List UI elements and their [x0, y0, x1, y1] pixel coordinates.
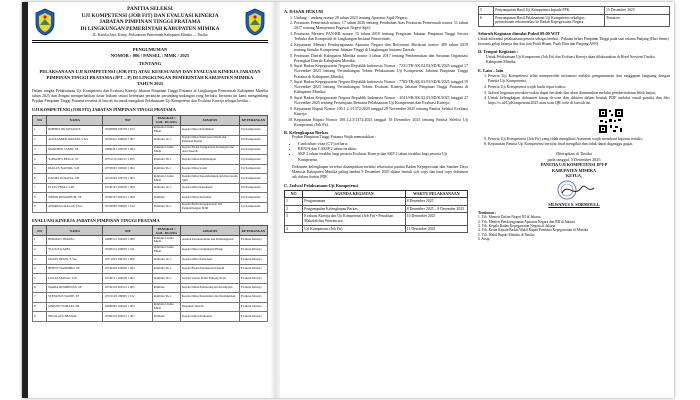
- other-item: 3. Jadwal kegiatan sewaktu-waktu dapat berubah dan akan diumumkan melalui pemberitahuan lebih lanjut;: [488, 90, 670, 95]
- letterhead-line-3: JABATAN PIMPINAN TINGGI PRATAMA: [99, 19, 201, 26]
- evaluation-cell: 8: [33, 302, 47, 312]
- regency-emblem-icon: [34, 8, 56, 36]
- evaluation-cell: Kepala Dinas Perumahan dan Permukiman: [181, 293, 240, 302]
- job-fit-cell: SIMON RUMAINUM, SE: [47, 193, 103, 202]
- schedule-cell: 8 Desember 2025 – 9 Desember 2025: [405, 205, 467, 213]
- table-row: [33, 193, 268, 202]
- legal-basis-item: 6. Surat Badan Kepegawaian Negara Republik Indonesia Nomor : 7231/TR-AK.02.03/SD/K/2025 tanggal 17 November 2025 tentang Pertimbangan Teknis Pelaksanaan Uji Kompetensi Jabatan Pimpinan Tinggi Pratama di Kabupaten Mimika;: [294, 63, 468, 78]
- evaluation-cell: LUKAS MAYAU, S.IP: [47, 274, 103, 283]
- job-fit-cell: 9: [33, 202, 47, 212]
- schedule-cell: 1: [285, 197, 303, 205]
- schedule-cell: Tentative: [605, 14, 670, 26]
- table-body: [479, 7, 670, 27]
- job-fit-cell: Pembina Tk. I: [152, 164, 180, 173]
- evaluation-cell: Evaluasi Kinerja: [239, 236, 267, 246]
- job-fit-cell: Pembina Tk. I: [152, 183, 180, 192]
- job-fit-cell: ANDREAS MAGAI, S.Sos: [47, 202, 103, 212]
- cc-item: 3. Yth. Kepala Badan Kepegawaian Negara di Jakarta: [478, 224, 556, 229]
- legal-basis-item: 4. Keputusan Menteri Pendayagunaan Aparatur Negara dan Reformasi Birokrasi nomor 409 tahun 2019 tentang Standar Kompetensi Jabatan Tinggi di Lingkungan Instansi Daerah;: [294, 42, 468, 52]
- signature-stamp-icon: [552, 179, 596, 201]
- schedule-cell: Pengumpulan Kelengkapan Berkas: [303, 205, 405, 213]
- job-fit-cell: ROBERT OKTAVIANUS: [47, 125, 103, 135]
- job-fit-header-cell: PANGKAT / GOL. RUANG: [152, 115, 180, 125]
- table-row: [33, 245, 268, 255]
- venue-text: Untuk Pelaksanaan Uji Kompetensi (Job Fit) dan Evaluasi Kinerja akan dilaksanakan di Hotel Serviem Timika Kabupaten Mimika.: [486, 54, 655, 64]
- job-fit-cell: 5: [33, 164, 47, 173]
- table-header-row: [285, 191, 468, 198]
- evaluation-header-cell: NAMA: [47, 226, 103, 236]
- evaluation-cell: Kepala Satuan Polisi Pamong Praja: [181, 274, 240, 283]
- requirement-item: • Curriculum vitae (CV) terbaru;: [298, 141, 468, 146]
- schedule-cell: 15 Desember 2025: [605, 7, 670, 15]
- cc-item: 2. Yth. Menteri Pendayagunaan Aparatur Negara dan RB di Jakarta: [478, 219, 575, 224]
- evaluation-cell: 19740721 200003 1 002: [103, 274, 152, 283]
- evaluation-cell: 19711203 199703 1 006: [103, 255, 152, 264]
- evaluation-cell: 19730409 199903 1 004: [103, 265, 152, 274]
- job-fit-header-cell: JABATAN: [181, 115, 240, 125]
- evaluation-cell: 19690905 199503 1 003: [103, 302, 152, 312]
- table-body: [33, 236, 268, 322]
- job-fit-cell: 19700808 199703 1 012: [103, 125, 152, 135]
- job-fit-cell: 19760707 200312 1 009: [103, 193, 152, 202]
- legal-basis-item: 7. Surat Badan Kepegawaian Negara Republik Indonesia Nomor : 7783/TR-AK.02.03/SD/K/2025 tanggal 19 November 2025 tentang Pertimbangan Teknis Evaluasi Kinerja Jabatan Pimpinan Tinggi Pratama di Kabupaten Mimika;: [294, 79, 468, 94]
- schedule-cell: 8 Desember 2025: [405, 197, 467, 205]
- evaluation-header-cell: PANGKAT / GOL. RUANG: [152, 226, 180, 236]
- schedule-cell: 6: [479, 14, 494, 26]
- job-fit-cell: 19720415 199803 1 007: [103, 135, 152, 145]
- table-body: [33, 125, 268, 212]
- requirements-list: [284, 141, 468, 161]
- table-row: [33, 125, 268, 135]
- schedule-header-cell: AGENDA KEGIATAN: [303, 191, 405, 198]
- announcement-subject: PELAKSANAAN UJI KOMPETENSI (JOB FIT) ATAU KESESUAIAN DAN EVALUASI KINERJA JABATAN PIMPINAN TINGGI PRATAMA (JPT – P) DI LINGKUNGAN PEMERINTAH KABUPATEN MIMIKA: [39, 68, 261, 80]
- job-fit-cell: Kepala Badan Pengelolaan Keuangan dan Aset Daerah: [181, 145, 240, 155]
- job-fit-cell: Kepala Dinas Kependudukan dan Pencatatan Sipil: [182, 173, 238, 182]
- job-fit-cell: Uji Kompetensi: [239, 183, 267, 192]
- legal-basis-item: 5. Peraturan Daerah Kabupaten Mimika nomor 4 tahun 2017 tentang Pembentukan dan Susunan Organisasi Perangkat Daerah Kabupaten Mimika;: [294, 53, 468, 63]
- schedule-cell: 5: [479, 7, 494, 15]
- section-1-title: UJI KOMPETENSI (JOB FIT) JABATAN PIMPINAN TINGGI PRATAMA: [32, 107, 176, 113]
- legal-basis-item: 8. Surat Badan Kepegawaian Negara Republik Indonesia Nomor : 2041/SR/AK.02.03/SD/K/2025 tanggal 27 November 2025 tentang Persetujuan Rencana Pelaksanaan Uji Kompetensi dan Evaluasi Kinerja;: [294, 95, 468, 105]
- job-fit-cell: Uji Kompetensi: [239, 174, 267, 184]
- table-row: [479, 7, 670, 15]
- evaluation-cell: MARIA RUMBEWAS, SE: [47, 283, 103, 292]
- job-fit-cell: 7: [33, 183, 47, 192]
- job-fit-cell: 19710918 199703 1 005: [103, 174, 152, 184]
- requirements-title: B. Kelengkapan Berkas: [284, 129, 329, 135]
- job-fit-cell: Uji Kompetensi: [239, 164, 267, 173]
- evaluation-cell: Kepala Dinas Pariwisata: [181, 255, 240, 264]
- evaluation-cell: 9: [33, 312, 47, 321]
- evaluation-cell: Evaluasi Kinerja: [239, 283, 267, 292]
- signature-name: SILWANUS S. SORMOULL: [548, 202, 600, 208]
- table-row: [33, 312, 268, 321]
- cc-block: [478, 211, 670, 242]
- schedule-cell: Pengumuman: [303, 197, 405, 205]
- qr-code-icon: [598, 108, 624, 134]
- table-row: [33, 135, 268, 145]
- evaluation-cell: Kepala Dinas Perikanan: [181, 312, 240, 321]
- schedule-header-cell: NO: [285, 191, 303, 198]
- table-row: [479, 14, 670, 26]
- evaluation-cell: Evaluasi Kinerja: [239, 255, 267, 264]
- job-fit-cell: Uji Kompetensi: [239, 125, 267, 135]
- job-fit-cell: MARTHEN TANDI, SE: [47, 145, 103, 155]
- signature-org-2: KABUPATEN MIMIKA: [551, 167, 597, 173]
- letterhead-line-4: DI LINGKUNGAN PEMERINTAH KABUPATEN MIMIKA: [80, 25, 220, 32]
- table-row: [33, 302, 268, 312]
- regency-emblem-icon: [244, 8, 266, 36]
- evaluation-cell: Pembina: [152, 283, 180, 292]
- evaluation-cell: HERMAN TIMANG: [47, 236, 103, 246]
- announcement-number: NOMOR : 006 / PANSEL / MMK / 2025: [110, 52, 190, 58]
- evaluation-cell: Pembina: [152, 312, 180, 321]
- table-row: [33, 202, 268, 212]
- evaluation-cell: Evaluasi Kinerja: [239, 265, 267, 274]
- legal-basis-list: [284, 15, 468, 127]
- table-row: [33, 293, 268, 302]
- table-row: [285, 225, 468, 233]
- evaluation-cell: YULIUS KAREL: [47, 245, 103, 255]
- job-fit-cell: 19720830 199803 1 010: [103, 202, 152, 212]
- evaluation-cell: 2: [33, 245, 47, 255]
- evaluation-header-cell: KETERANGAN: [239, 226, 267, 236]
- schedule-table-continued: [478, 6, 670, 27]
- job-fit-cell: Pembina Utama Muda: [152, 174, 180, 184]
- evaluation-cell: 6: [33, 283, 47, 292]
- table-row: [33, 265, 268, 274]
- legal-basis-item: 10. Keputusan Bupati Nomor 100.1.2.3/1372/2025 tanggal 10 Desember 2025 tentang Panitia Seleksi Uji Kompetensi (Job Fit).: [294, 117, 468, 127]
- letterhead-rule: [32, 40, 268, 43]
- evaluation-cell: Evaluasi Kinerja: [239, 312, 267, 321]
- job-fit-cell: 4: [33, 155, 47, 164]
- job-fit-cell: Pembina Tk. I: [152, 202, 180, 212]
- job-fit-cell: ELIAS TEBAI, S.Pd: [47, 183, 103, 192]
- evaluation-cell: 1: [33, 236, 47, 246]
- letterhead-line-1: PANITIA SELEKSI: [127, 6, 173, 12]
- table-row: [285, 197, 468, 205]
- cc-item: 5. Yth. Wakil Bupati Mimika di Timika: [478, 232, 535, 237]
- schedule-cell: 10 Desember 2025: [405, 213, 467, 225]
- legal-basis-item: 2. Peraturan Pemerintah nomor 17 tahun 2020 tentang Perubahan Atas Peraturan Pemerintah nomor 11 tahun 2017 tentang Manajemen Pegawai Negeri Sipil;: [294, 20, 468, 30]
- schedule-cell: Evaluasi Kinerja dan Uji Kompetensi (Job Fit) • Penulisan Makalah dan Wawancara: [303, 213, 405, 225]
- job-fit-cell: PAULUS NAWIPA, S.IP: [47, 164, 103, 173]
- job-fit-header-cell: NO: [33, 115, 47, 125]
- job-fit-cell: 3: [33, 145, 47, 155]
- job-fit-cell: 6: [33, 174, 47, 184]
- job-fit-cell: Kepala Dinas Pendidikan: [181, 125, 240, 135]
- right-page-left-column: [284, 6, 468, 233]
- evaluation-cell: Evaluasi Kinerja: [239, 302, 267, 312]
- job-fit-cell: Uji Kompetensi: [239, 155, 267, 164]
- evaluation-cell: NIKOLAUS BEANAL: [47, 312, 103, 321]
- start-time-note: Seluruh Kegiatan dimulai Pukul 09.00 WIT: [478, 31, 560, 37]
- evaluation-cell: Inspektur Daerah: [181, 302, 240, 312]
- table-row: [285, 205, 468, 213]
- evaluation-cell: 19760210 200212 1 007: [103, 312, 152, 321]
- evaluation-cell: STEFANUS WAINE, ST: [47, 293, 103, 302]
- legal-basis-item: 1. Undang – undang nomor 20 tahun 2023 tentang Aparatur Sipil Negara;: [294, 15, 468, 20]
- evaluation-cell: 5: [33, 274, 47, 283]
- letterhead: [32, 6, 268, 32]
- job-fit-header-cell: NAMA: [47, 115, 103, 125]
- requirements-note: Dokumen kelengkapan tersebut disampaikan melalui sekretariat panitia Badan Kepegawaian dan Sumber Daya Manusia Kabupaten Mimika paling lambat 9 Desember 2025 dalam bentuk soft copy dan hard copy dokumen asli dalam format PDF.: [292, 164, 468, 179]
- other-list: [478, 73, 670, 105]
- letterhead-address: JL. Kartika Jaya, Komp. Perkantoran Pemerintah Kabupaten Mimika — Timika: [92, 33, 208, 38]
- other-item: 2. Peserta Uji Kompetensi wajib hadir tepat waktu;: [488, 84, 670, 89]
- other-title: E. Lain – lain: [478, 67, 504, 73]
- signature-date: pada tanggal, 5 Desember 2025: [547, 156, 601, 162]
- table-header-row: [33, 115, 268, 125]
- signature-org-1: PANITIA UJI KOMPETENSI JPT-P: [540, 162, 608, 168]
- other-item: 1. Peserta Uji Kompetensi telah memperoleh informasi melalui pengumuman dan tanggapan langsung dengan Panitia Uji Kompetensi;: [488, 73, 670, 83]
- other-extra-list: [478, 136, 670, 147]
- job-fit-cell: 19740125 200003 1 006: [103, 183, 152, 192]
- table-header-row: [33, 226, 268, 236]
- evaluation-cell: GERSON YOMAKI, SH: [47, 302, 103, 312]
- table-row: [33, 236, 268, 246]
- cc-list: [478, 215, 670, 241]
- requirement-item: • SKP 2 tahun terakhir bagi peserta Evaluasi Kinerja dan SKP 2 tahun terakhir bagi peserta Uji Kompetensi.: [298, 151, 468, 161]
- job-fit-cell: Kepala Dinas Perhubungan: [181, 155, 240, 164]
- evaluation-cell: Pembina Tk. I: [152, 274, 180, 283]
- table-row: [33, 283, 268, 292]
- evaluation-cell: Evaluasi Kinerja: [239, 293, 267, 302]
- job-fit-cell: Pembina Tk. I: [152, 135, 180, 145]
- job-fit-cell: Pembina Tk. I: [152, 155, 180, 164]
- schedule-cell: Penyampaian Hasil Uji Kompetensi kepada PPK: [494, 7, 605, 15]
- job-fit-cell: 19730602 199902 1 002: [103, 164, 152, 173]
- job-fit-cell: 1: [33, 125, 47, 135]
- announcement-intro: Dalam rangka Pelaksanaan Uji Kompetensi dan Evaluasi Kinerja Jabatan Pimpinan Tinggi Pratama di Lingkungan Pemerintah Kabupaten Mimika tahun 2025 dan dengan memperhatikan dasar hukum sesuai ketentuan peraturan perundang-undangan yang berlaku, bersama ini kami mengundang Pejabat Pimpinan Tinggi Pratama tersebut di bawah ini untuk mengikuti Pelaksanaan Uji Kompetensi dan Evaluasi Kinerja sebagai berikut :: [32, 89, 268, 104]
- other-item: 5. Peserta Uji Kompetensi (Job Fit) yang tidak mengikuti Asesmen wajib membuat laporan tertulis;: [488, 136, 670, 141]
- cc-item: 4. Yth. Ketua Kepala Badan Wakil Bupati Pembina Kepegawaian di Mimika: [478, 228, 589, 233]
- job-fit-header-cell: NIP: [103, 115, 152, 125]
- job-fit-header-cell: KETERANGAN: [239, 115, 267, 125]
- evaluation-cell: 19700214 199603 1 011: [103, 245, 152, 255]
- job-fit-cell: 19751110 200212 1 003: [103, 155, 152, 164]
- table-row: [33, 174, 268, 184]
- document-sheet: [22, 2, 674, 398]
- job-fit-cell: Uji Kompetensi: [239, 202, 267, 212]
- schedule-cell: 4: [285, 225, 303, 233]
- schedule-header-cell: WAKTU PELAKSANAAN: [405, 191, 467, 198]
- evaluation-cell: Pembina Utama Muda: [152, 302, 180, 312]
- legal-basis-title: A. DASAR HUKUM: [284, 9, 323, 14]
- evaluation-cell: Pembina Tk. I: [152, 255, 180, 264]
- schedule-cell: Uji Kompetensi (Job Fit): [303, 225, 405, 233]
- announcement-tentang: TENTANG: [138, 60, 162, 66]
- scan-edge: [22, 2, 28, 398]
- right-page: [284, 6, 670, 396]
- letterhead-line-2: UJI KOMPETENSI (JOB FIT) DAN EVALUASI KINERJA: [81, 12, 219, 19]
- evaluation-cell: 19680512 199403 1 008: [103, 236, 152, 246]
- evaluation-cell: Pembina Tk. I: [152, 265, 180, 274]
- table-row: [33, 155, 268, 164]
- table-row: [33, 183, 268, 192]
- page-fold: [270, 2, 280, 398]
- evaluation-cell: 4: [33, 265, 47, 274]
- evaluation-header-cell: NIP: [103, 226, 152, 236]
- evaluation-cell: 3: [33, 255, 47, 264]
- performance-evaluation-table: [32, 225, 268, 322]
- evaluation-cell: Kepala Badan Pendapatan Daerah: [181, 265, 240, 274]
- announcement-title: PENGUMUMAN: [132, 46, 168, 52]
- job-fit-cell: Pembina: [152, 193, 180, 202]
- other-item: 4. Untuk kelengkapan dokumen harap di-scan dan dikirim dalam bentuk PDF melalui email panitia dan file: https://s.id/UjiKompetensi2025 atau scan QR code di bawah ini.: [488, 95, 670, 105]
- left-page: [32, 6, 268, 396]
- requirements-intro: Pejabat Pimpinan Tinggi Pratama Wajib memasukkan :: [292, 135, 376, 140]
- table-row: [33, 255, 268, 264]
- cc-item: 1. Yth. Menteri Dalam Negeri RI di Jakarta: [478, 215, 541, 220]
- job-fit-cell: Kepala Badan Kepegawaian dan Pengembangan SDM: [181, 202, 240, 212]
- evaluation-cell: BENNY WANIMBO, SE: [47, 265, 103, 274]
- legal-basis-item: 3. Peraturan Menteri PAN-RB nomor 15 tahun 2019 tentang Pengisian Jabatan Pimpinan Tinggi Secara Terbuka dan Kompetitif di Lingkungan Instansi Pemerintah;: [294, 31, 468, 41]
- section-2-title: EVALUASI KINERJA JABATAN PIMPINAN TINGGI PRATAMA: [32, 217, 160, 223]
- evaluation-cell: Asisten Perekonomian dan Pembangunan: [181, 236, 240, 246]
- job-fit-cell: 8: [33, 193, 47, 202]
- job-fit-table: [32, 115, 268, 213]
- legal-basis-item: 9. Keputusan Bupati Nomor 100.1.2.3/1372/2025 tanggal 28 November 2025 tentang Panitia Seleksi Evaluasi Kinerja;: [294, 106, 468, 116]
- venue-title: D. Tempat Kegiatan :: [478, 49, 519, 55]
- table-row: [285, 213, 468, 225]
- job-fit-cell: DANIEL KOGOYA, SH: [47, 174, 103, 184]
- signature-role: KETUA,: [566, 172, 582, 178]
- job-fit-cell: Pembina Utama Muda: [152, 125, 180, 135]
- job-fit-cell: 19690321 199503 1 004: [103, 145, 152, 155]
- job-fit-cell: Kepala Dinas Kesehatan: [181, 183, 240, 192]
- cc-title: Tembusan :: [478, 210, 496, 215]
- table-row: [33, 164, 268, 173]
- evaluation-cell: 19750316 200112 2 005: [103, 283, 152, 292]
- job-fit-cell: ALEXANDER WAKUM, S.Sos: [47, 135, 103, 145]
- evaluation-cell: Kepala Dinas Lingkungan Hidup: [181, 245, 240, 255]
- job-fit-cell: Uji Kompetensi: [239, 193, 267, 202]
- evaluation-cell: Evaluasi Kinerja: [239, 274, 267, 283]
- job-fit-cell: Kepala Dinas Sosial: [181, 164, 240, 173]
- job-fit-cell: Pembina Utama Muda: [152, 145, 180, 155]
- schedule-cell: 2: [285, 205, 303, 213]
- job-fit-cell: Uji Kompetensi: [239, 145, 267, 155]
- signature-place: Ditetapkan di Timika: [556, 151, 592, 157]
- job-fit-cell: 2: [33, 135, 47, 145]
- table-body: [285, 197, 468, 233]
- job-fit-cell: YOHANES BELLA, ST: [47, 155, 103, 164]
- schedule-cell: 11 Desember 2025: [405, 225, 467, 233]
- table-row: [33, 145, 268, 155]
- job-fit-cell: Kepala Dinas Pertanian: [181, 193, 240, 202]
- right-page-right-column: [478, 6, 670, 396]
- job-fit-cell: Kepala Dinas Pekerjaan Umum dan Penataan Ruang: [181, 135, 240, 145]
- cc-item: 6. Arsip: [478, 237, 490, 242]
- schedule-table: [284, 190, 468, 233]
- requirement-item: • RENJA dan LAKIP 2 tahun terakhir;: [298, 146, 468, 151]
- evaluation-header-cell: NO: [33, 226, 47, 236]
- evaluation-cell: Kepala Dinas Pemberdayaan Perempuan: [181, 283, 240, 292]
- schedule-title: C. Jadwal Pelaksanaan Uji Kompetensi: [284, 182, 359, 188]
- announcement-year: TAHUN 2025: [136, 80, 164, 86]
- evaluation-cell: Pembina Utama Muda: [152, 245, 180, 255]
- other-item: 6. Keputusan Panitia Uji Kompetensi bersifat final mengikat dan tidak dapat diganggu gugat.: [488, 141, 670, 146]
- dress-code-text: Untuk informasi pelaksanaan peserta sebagai berikut : Pakaian bebas Pimpinan Tinggi pada saat selama Panjang (Hari Senin) bersama gelap lainnya dan dan ton (Putih Hitam, Putih Biru dan Panjang ASN): [478, 36, 669, 46]
- evaluation-header-cell: JABATAN: [181, 226, 240, 236]
- evaluation-cell: FRANS DEGEI, S.Sos: [47, 255, 103, 264]
- evaluation-cell: 7: [33, 293, 47, 302]
- evaluation-cell: Evaluasi Kinerja: [239, 245, 267, 255]
- evaluation-cell: 19721128 199803 1 012: [103, 293, 152, 302]
- signature-block: [478, 151, 670, 207]
- schedule-cell: 3: [285, 213, 303, 225]
- evaluation-cell: Pembina Tk. I: [152, 293, 180, 302]
- schedule-cell: Penyampaian Hasil Pelaksanaan Uji Kompetensi sekaligus permohonan rekomendasi ke Badan Kepegawaian Negara: [494, 14, 605, 26]
- table-row: [33, 274, 268, 283]
- job-fit-cell: Uji Kompetensi: [239, 135, 267, 145]
- evaluation-cell: Pembina Utama Muda: [152, 236, 180, 246]
